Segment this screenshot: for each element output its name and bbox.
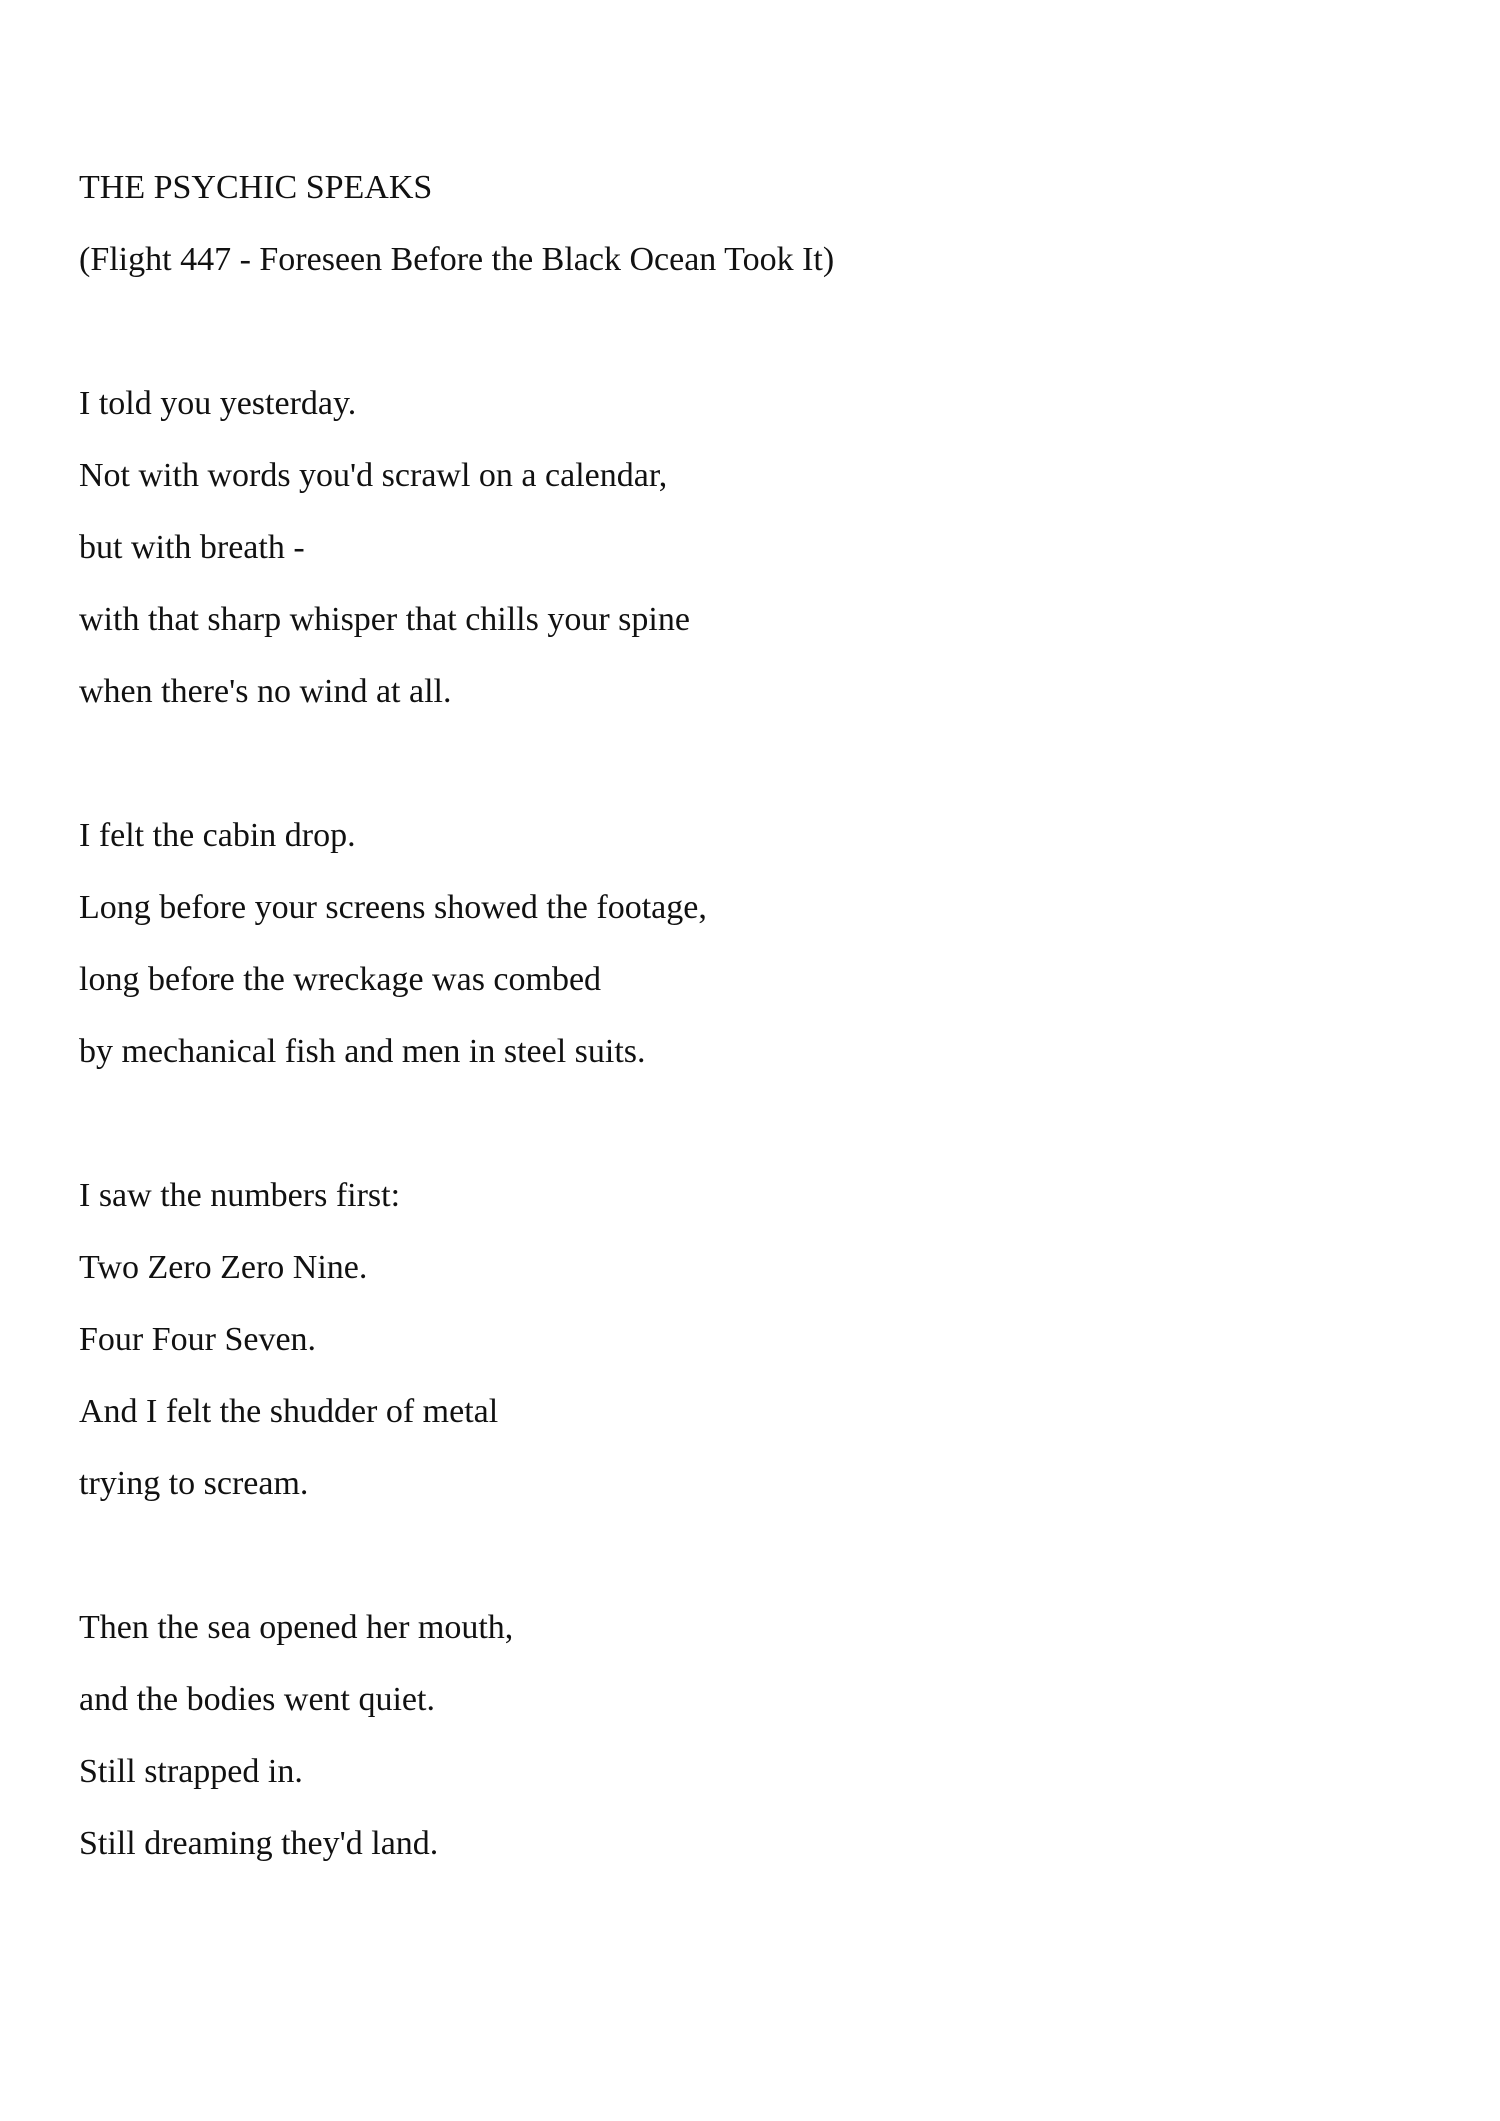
stanza-3 (79, 1160, 1419, 1520)
poem-line: trying to scream. (79, 1465, 309, 1502)
poem-line: Still dreaming they'd land. (79, 1825, 439, 1862)
poem-body (79, 152, 1419, 1880)
poem-line: by mechanical fish and men in steel suits. (79, 1033, 646, 1070)
poem-line: Long before your screens showed the footage, (79, 889, 707, 926)
poem-line: I saw the numbers first: (79, 1177, 401, 1214)
stanza-spacer (79, 728, 1419, 800)
poem-title: THE PSYCHIC SPEAKS (79, 169, 433, 206)
poem-line: And I felt the shudder of metal (79, 1393, 499, 1430)
poem-line: long before the wreckage was combed (79, 961, 602, 998)
poem-line: with that sharp whisper that chills your spine (79, 601, 690, 638)
stanza-4 (79, 1592, 1419, 1880)
poem-line: I told you yesterday. (79, 385, 357, 422)
poem-line: but with breath - (79, 529, 305, 566)
poem-line: Two Zero Zero Nine. (79, 1249, 368, 1286)
poem-line: when there's no wind at all. (79, 673, 452, 710)
poem-line: I felt the cabin drop. (79, 817, 356, 854)
poem-line: Four Four Seven. (79, 1321, 317, 1358)
poem-line: Still strapped in. (79, 1753, 303, 1790)
stanza-spacer (79, 1088, 1419, 1160)
poem-subtitle: (Flight 447 - Foreseen Before the Black Ocean Took It) (79, 241, 835, 278)
stanza-spacer (79, 1520, 1419, 1592)
header-spacer (79, 296, 1419, 368)
stanza-2 (79, 800, 1419, 1088)
poem-line: and the bodies went quiet. (79, 1681, 435, 1718)
stanza-1 (79, 368, 1419, 728)
poem-line: Then the sea opened her mouth, (79, 1609, 514, 1646)
poem-line: Not with words you'd scrawl on a calendar, (79, 457, 668, 494)
